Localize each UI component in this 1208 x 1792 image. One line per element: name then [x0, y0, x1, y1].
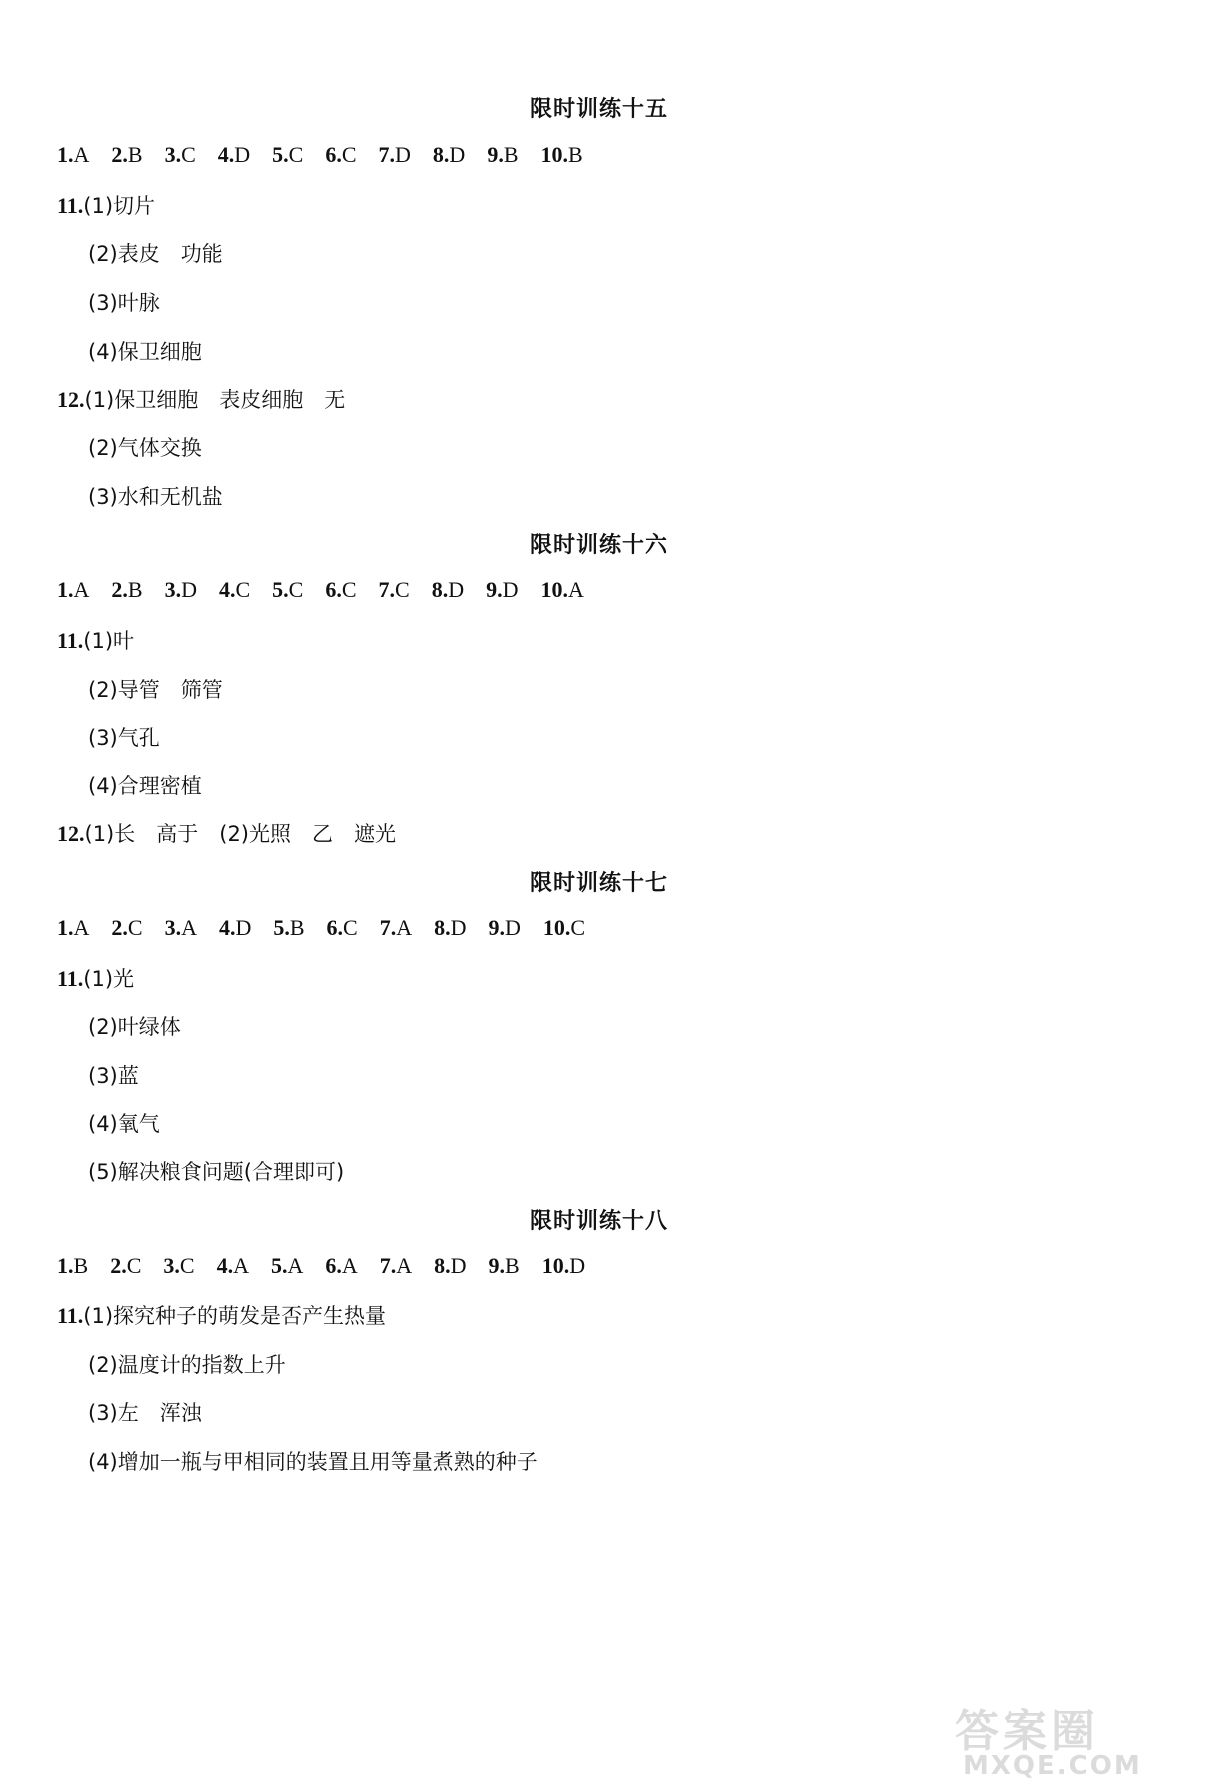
- choice-answer: 1.A: [57, 577, 90, 602]
- answer-line: (4)合理密植: [88, 774, 202, 798]
- answer-line: (5)解决粮食问题(合理即可): [88, 1160, 345, 1184]
- choice-answer: 4.C: [218, 577, 251, 602]
- choice-answer: 10.A: [540, 577, 584, 602]
- section-title: 限时训练十六: [530, 533, 669, 558]
- choice-answers-row: [57, 577, 606, 603]
- choice-answer: 5.C: [272, 577, 304, 602]
- answer-line: (3)左 浑浊: [88, 1401, 202, 1425]
- choice-answer: 3.D: [164, 577, 197, 602]
- answer-line: 12.(1)保卫细胞 表皮细胞 无: [57, 387, 346, 412]
- answer-line: 11.(1)切片: [57, 193, 156, 218]
- answer-line: (4)增加一瓶与甲相同的装置且用等量煮熟的种子: [88, 1450, 538, 1474]
- choice-answer: 8.D: [432, 142, 466, 167]
- choice-answers-row: [57, 1253, 607, 1279]
- answer-line: (2)气体交换: [88, 436, 202, 460]
- choice-answer: 3.C: [164, 142, 196, 167]
- choice-answer: 9.B: [488, 1253, 520, 1278]
- choice-answer: 2.B: [111, 577, 143, 602]
- choice-answer: 1.B: [57, 1253, 89, 1278]
- choice-answer: 5.A: [270, 1253, 304, 1278]
- choice-answer: 8.D: [434, 1253, 467, 1278]
- choice-answer: 4.A: [216, 1253, 249, 1278]
- choice-answer: 10.D: [541, 1253, 586, 1278]
- answer-line: (3)气孔: [88, 726, 160, 750]
- choice-answers-row: [57, 915, 607, 941]
- choice-answer: 6.C: [325, 577, 357, 602]
- choice-answer: 9.D: [486, 577, 519, 602]
- choice-answer: 6.C: [325, 142, 357, 167]
- answer-line: 12.(1)长 高于 (2)光照 乙 遮光: [57, 821, 396, 846]
- answer-line: (2)表皮 功能: [88, 242, 223, 266]
- answer-line: 11.(1)叶: [57, 628, 135, 653]
- choice-answer: 7.D: [378, 142, 411, 167]
- answer-line: (2)导管 筛管: [88, 678, 223, 702]
- answer-line: (3)叶脉: [88, 291, 160, 315]
- choice-answer: 3.A: [164, 915, 197, 940]
- section-title: 限时训练十八: [530, 1209, 669, 1234]
- answer-line: 11.(1)光: [57, 966, 135, 991]
- choice-answer: 2.C: [110, 1253, 142, 1278]
- answer-line: (2)叶绿体: [88, 1015, 181, 1039]
- answer-line: (3)水和无机盐: [88, 485, 223, 509]
- choice-answer: 7.C: [378, 577, 410, 602]
- choice-answer: 2.C: [111, 915, 143, 940]
- choice-answer: 7.A: [379, 1253, 413, 1278]
- choice-answer: 1.A: [57, 915, 90, 940]
- choice-answer: 4.D: [218, 915, 252, 940]
- choice-answer: 5.C: [272, 142, 304, 167]
- choice-answer: 8.D: [431, 577, 465, 602]
- answer-line: (2)温度计的指数上升: [88, 1353, 286, 1377]
- choice-answer: 9.B: [487, 142, 519, 167]
- choice-answer: 10.C: [542, 915, 586, 940]
- choice-answer: 7.A: [379, 915, 413, 940]
- choice-answers-row: [57, 142, 605, 168]
- answer-line: (4)氧气: [88, 1112, 160, 1136]
- choice-answer: 1.A: [57, 142, 90, 167]
- choice-answer: 2.B: [111, 142, 143, 167]
- answer-line: 11.(1)探究种子的萌发是否产生热量: [57, 1303, 387, 1328]
- choice-answer: 3.C: [163, 1253, 195, 1278]
- choice-answer: 9.D: [488, 915, 521, 940]
- choice-answer: 6.C: [326, 915, 358, 940]
- answer-line: (3)蓝: [88, 1064, 139, 1088]
- section-title: 限时训练十七: [530, 871, 669, 896]
- watermark-logo: [955, 1695, 1195, 1785]
- choice-answer: 10.B: [540, 142, 583, 167]
- choice-answer: 8.D: [434, 915, 467, 940]
- section-title: 限时训练十五: [530, 97, 669, 122]
- answer-line: (4)保卫细胞: [88, 340, 202, 364]
- choice-answer: 6.A: [325, 1253, 358, 1278]
- choice-answer: 5.B: [273, 915, 305, 940]
- watermark-sub-text: MXQE.COM: [963, 1751, 1142, 1781]
- choice-answer: 4.D: [217, 142, 251, 167]
- watermark-main-text: 答案圈: [955, 1706, 1099, 1757]
